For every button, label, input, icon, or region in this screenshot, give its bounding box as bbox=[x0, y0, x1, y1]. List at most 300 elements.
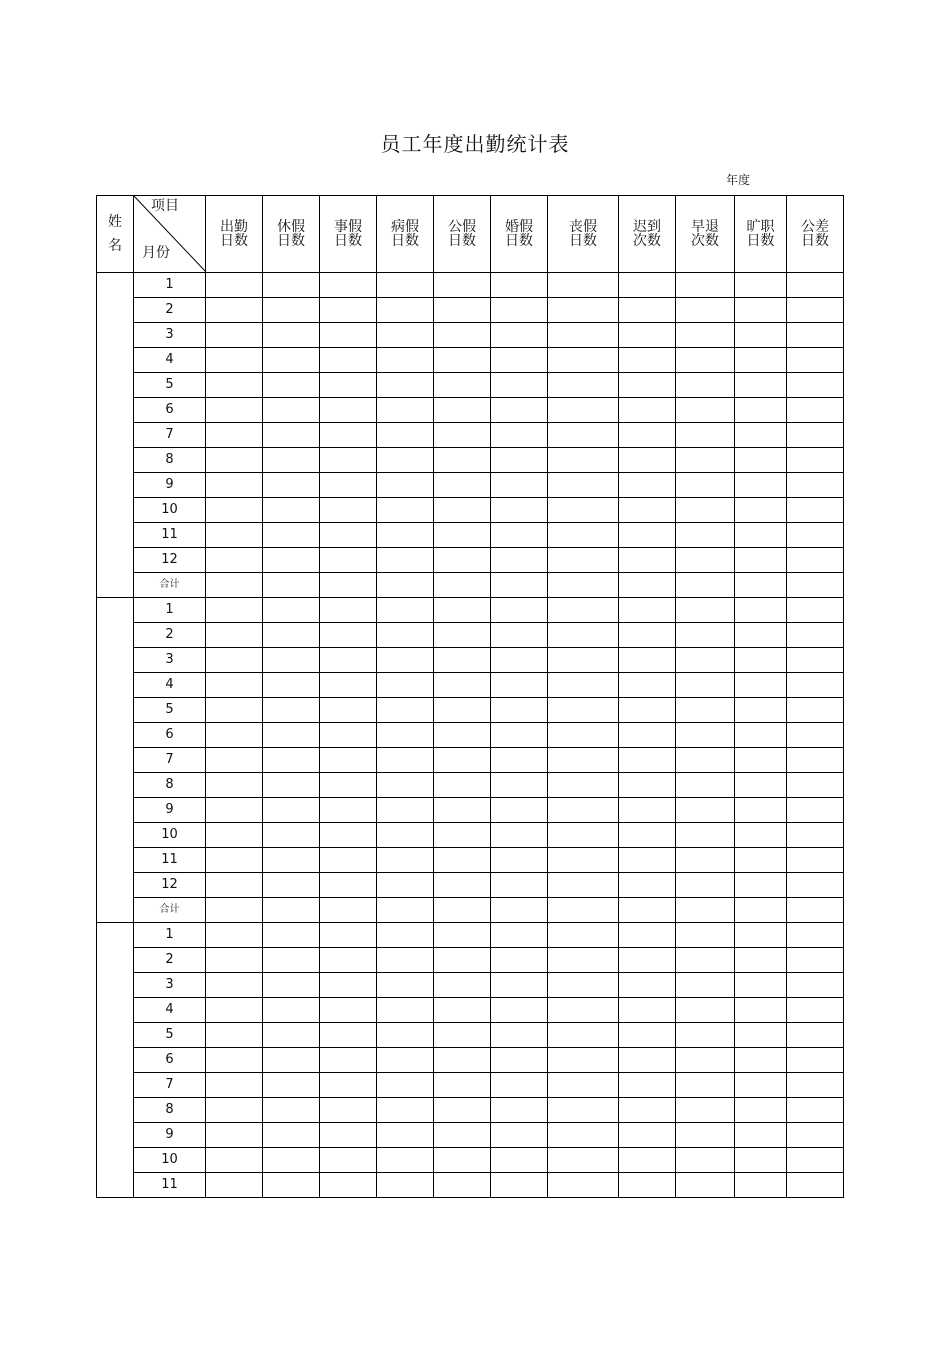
data-cell[interactable] bbox=[434, 348, 491, 373]
data-cell[interactable] bbox=[434, 848, 491, 873]
data-cell[interactable] bbox=[206, 973, 263, 998]
data-cell[interactable] bbox=[676, 798, 735, 823]
data-cell[interactable] bbox=[263, 773, 320, 798]
data-cell[interactable] bbox=[548, 1073, 619, 1098]
data-cell[interactable] bbox=[548, 848, 619, 873]
data-cell[interactable] bbox=[320, 1173, 377, 1198]
data-cell[interactable] bbox=[263, 1148, 320, 1173]
data-cell[interactable] bbox=[619, 1098, 676, 1123]
data-cell[interactable] bbox=[377, 1123, 434, 1148]
data-cell[interactable] bbox=[263, 423, 320, 448]
data-cell[interactable] bbox=[491, 573, 548, 598]
data-cell[interactable] bbox=[619, 673, 676, 698]
data-cell[interactable] bbox=[787, 573, 844, 598]
data-cell[interactable] bbox=[377, 1023, 434, 1048]
data-cell[interactable] bbox=[619, 1023, 676, 1048]
data-cell[interactable] bbox=[320, 623, 377, 648]
data-cell[interactable] bbox=[676, 1148, 735, 1173]
data-cell[interactable] bbox=[676, 948, 735, 973]
data-cell[interactable] bbox=[787, 823, 844, 848]
data-cell[interactable] bbox=[263, 823, 320, 848]
data-cell[interactable] bbox=[320, 698, 377, 723]
data-cell[interactable] bbox=[491, 773, 548, 798]
data-cell[interactable] bbox=[735, 423, 787, 448]
data-cell[interactable] bbox=[491, 548, 548, 573]
data-cell[interactable] bbox=[434, 998, 491, 1023]
data-cell[interactable] bbox=[735, 548, 787, 573]
data-cell[interactable] bbox=[263, 348, 320, 373]
data-cell[interactable] bbox=[676, 273, 735, 298]
data-cell[interactable] bbox=[619, 848, 676, 873]
data-cell[interactable] bbox=[320, 498, 377, 523]
data-cell[interactable] bbox=[434, 1148, 491, 1173]
data-cell[interactable] bbox=[676, 1073, 735, 1098]
data-cell[interactable] bbox=[377, 523, 434, 548]
data-cell[interactable] bbox=[619, 998, 676, 1023]
data-cell[interactable] bbox=[676, 673, 735, 698]
data-cell[interactable] bbox=[491, 348, 548, 373]
data-cell[interactable] bbox=[434, 748, 491, 773]
data-cell[interactable] bbox=[735, 273, 787, 298]
data-cell[interactable] bbox=[263, 673, 320, 698]
data-cell[interactable] bbox=[548, 998, 619, 1023]
data-cell[interactable] bbox=[263, 648, 320, 673]
data-cell[interactable] bbox=[491, 498, 548, 523]
data-cell[interactable] bbox=[263, 698, 320, 723]
data-cell[interactable] bbox=[619, 573, 676, 598]
data-cell[interactable] bbox=[320, 1098, 377, 1123]
data-cell[interactable] bbox=[735, 1148, 787, 1173]
data-cell[interactable] bbox=[434, 498, 491, 523]
data-cell[interactable] bbox=[619, 498, 676, 523]
data-cell[interactable] bbox=[206, 498, 263, 523]
data-cell[interactable] bbox=[735, 873, 787, 898]
data-cell[interactable] bbox=[320, 1048, 377, 1073]
data-cell[interactable] bbox=[787, 448, 844, 473]
data-cell[interactable] bbox=[548, 948, 619, 973]
data-cell[interactable] bbox=[263, 1173, 320, 1198]
data-cell[interactable] bbox=[548, 673, 619, 698]
data-cell[interactable] bbox=[676, 823, 735, 848]
data-cell[interactable] bbox=[619, 1123, 676, 1148]
data-cell[interactable] bbox=[619, 923, 676, 948]
data-cell[interactable] bbox=[263, 523, 320, 548]
data-cell[interactable] bbox=[548, 898, 619, 923]
data-cell[interactable] bbox=[377, 773, 434, 798]
data-cell[interactable] bbox=[548, 823, 619, 848]
data-cell[interactable] bbox=[263, 1023, 320, 1048]
data-cell[interactable] bbox=[491, 973, 548, 998]
data-cell[interactable] bbox=[206, 1023, 263, 1048]
data-cell[interactable] bbox=[206, 923, 263, 948]
data-cell[interactable] bbox=[619, 398, 676, 423]
data-cell[interactable] bbox=[619, 773, 676, 798]
data-cell[interactable] bbox=[263, 998, 320, 1023]
data-cell[interactable] bbox=[735, 498, 787, 523]
data-cell[interactable] bbox=[377, 698, 434, 723]
data-cell[interactable] bbox=[206, 798, 263, 823]
data-cell[interactable] bbox=[206, 1123, 263, 1148]
data-cell[interactable] bbox=[548, 748, 619, 773]
data-cell[interactable] bbox=[619, 348, 676, 373]
data-cell[interactable] bbox=[676, 898, 735, 923]
data-cell[interactable] bbox=[619, 323, 676, 348]
data-cell[interactable] bbox=[320, 848, 377, 873]
data-cell[interactable] bbox=[548, 348, 619, 373]
data-cell[interactable] bbox=[434, 673, 491, 698]
data-cell[interactable] bbox=[735, 1098, 787, 1123]
data-cell[interactable] bbox=[491, 473, 548, 498]
data-cell[interactable] bbox=[377, 573, 434, 598]
data-cell[interactable] bbox=[676, 748, 735, 773]
data-cell[interactable] bbox=[619, 648, 676, 673]
data-cell[interactable] bbox=[206, 1098, 263, 1123]
data-cell[interactable] bbox=[320, 873, 377, 898]
data-cell[interactable] bbox=[320, 798, 377, 823]
data-cell[interactable] bbox=[263, 1098, 320, 1123]
data-cell[interactable] bbox=[787, 1098, 844, 1123]
data-cell[interactable] bbox=[320, 673, 377, 698]
data-cell[interactable] bbox=[377, 673, 434, 698]
data-cell[interactable] bbox=[787, 648, 844, 673]
data-cell[interactable] bbox=[735, 523, 787, 548]
data-cell[interactable] bbox=[377, 598, 434, 623]
data-cell[interactable] bbox=[491, 873, 548, 898]
data-cell[interactable] bbox=[619, 798, 676, 823]
data-cell[interactable] bbox=[377, 1073, 434, 1098]
data-cell[interactable] bbox=[377, 648, 434, 673]
data-cell[interactable] bbox=[206, 398, 263, 423]
data-cell[interactable] bbox=[735, 973, 787, 998]
data-cell[interactable] bbox=[735, 848, 787, 873]
data-cell[interactable] bbox=[548, 648, 619, 673]
data-cell[interactable] bbox=[320, 273, 377, 298]
data-cell[interactable] bbox=[787, 873, 844, 898]
data-cell[interactable] bbox=[619, 473, 676, 498]
data-cell[interactable] bbox=[377, 1148, 434, 1173]
data-cell[interactable] bbox=[491, 798, 548, 823]
data-cell[interactable] bbox=[377, 823, 434, 848]
data-cell[interactable] bbox=[619, 873, 676, 898]
data-cell[interactable] bbox=[619, 1173, 676, 1198]
data-cell[interactable] bbox=[491, 598, 548, 623]
data-cell[interactable] bbox=[619, 1048, 676, 1073]
data-cell[interactable] bbox=[206, 1073, 263, 1098]
data-cell[interactable] bbox=[735, 773, 787, 798]
data-cell[interactable] bbox=[676, 873, 735, 898]
data-cell[interactable] bbox=[206, 698, 263, 723]
data-cell[interactable] bbox=[377, 923, 434, 948]
data-cell[interactable] bbox=[434, 598, 491, 623]
employee-name-cell[interactable] bbox=[97, 923, 134, 1198]
data-cell[interactable] bbox=[491, 823, 548, 848]
data-cell[interactable] bbox=[735, 923, 787, 948]
data-cell[interactable] bbox=[434, 473, 491, 498]
data-cell[interactable] bbox=[263, 398, 320, 423]
data-cell[interactable] bbox=[676, 998, 735, 1023]
data-cell[interactable] bbox=[491, 898, 548, 923]
data-cell[interactable] bbox=[676, 523, 735, 548]
data-cell[interactable] bbox=[491, 698, 548, 723]
data-cell[interactable] bbox=[735, 323, 787, 348]
data-cell[interactable] bbox=[263, 473, 320, 498]
data-cell[interactable] bbox=[787, 673, 844, 698]
data-cell[interactable] bbox=[377, 448, 434, 473]
data-cell[interactable] bbox=[434, 923, 491, 948]
data-cell[interactable] bbox=[377, 473, 434, 498]
data-cell[interactable] bbox=[735, 1073, 787, 1098]
data-cell[interactable] bbox=[434, 773, 491, 798]
data-cell[interactable] bbox=[787, 948, 844, 973]
data-cell[interactable] bbox=[787, 923, 844, 948]
data-cell[interactable] bbox=[787, 848, 844, 873]
data-cell[interactable] bbox=[787, 348, 844, 373]
data-cell[interactable] bbox=[320, 898, 377, 923]
data-cell[interactable] bbox=[377, 723, 434, 748]
data-cell[interactable] bbox=[676, 573, 735, 598]
data-cell[interactable] bbox=[434, 1123, 491, 1148]
data-cell[interactable] bbox=[206, 898, 263, 923]
data-cell[interactable] bbox=[263, 898, 320, 923]
data-cell[interactable] bbox=[619, 948, 676, 973]
data-cell[interactable] bbox=[787, 998, 844, 1023]
data-cell[interactable] bbox=[676, 723, 735, 748]
data-cell[interactable] bbox=[320, 1123, 377, 1148]
data-cell[interactable] bbox=[434, 548, 491, 573]
data-cell[interactable] bbox=[377, 273, 434, 298]
data-cell[interactable] bbox=[676, 773, 735, 798]
data-cell[interactable] bbox=[206, 773, 263, 798]
data-cell[interactable] bbox=[787, 1148, 844, 1173]
data-cell[interactable] bbox=[206, 823, 263, 848]
data-cell[interactable] bbox=[787, 798, 844, 823]
data-cell[interactable] bbox=[320, 1148, 377, 1173]
data-cell[interactable] bbox=[434, 723, 491, 748]
data-cell[interactable] bbox=[676, 373, 735, 398]
data-cell[interactable] bbox=[735, 823, 787, 848]
data-cell[interactable] bbox=[434, 523, 491, 548]
data-cell[interactable] bbox=[619, 273, 676, 298]
data-cell[interactable] bbox=[206, 873, 263, 898]
data-cell[interactable] bbox=[676, 648, 735, 673]
data-cell[interactable] bbox=[320, 298, 377, 323]
data-cell[interactable] bbox=[377, 898, 434, 923]
data-cell[interactable] bbox=[548, 923, 619, 948]
data-cell[interactable] bbox=[377, 423, 434, 448]
data-cell[interactable] bbox=[377, 748, 434, 773]
data-cell[interactable] bbox=[263, 923, 320, 948]
data-cell[interactable] bbox=[491, 273, 548, 298]
data-cell[interactable] bbox=[263, 448, 320, 473]
data-cell[interactable] bbox=[548, 273, 619, 298]
data-cell[interactable] bbox=[377, 848, 434, 873]
data-cell[interactable] bbox=[263, 1073, 320, 1098]
data-cell[interactable] bbox=[206, 548, 263, 573]
data-cell[interactable] bbox=[377, 548, 434, 573]
data-cell[interactable] bbox=[377, 948, 434, 973]
data-cell[interactable] bbox=[787, 973, 844, 998]
data-cell[interactable] bbox=[787, 1173, 844, 1198]
data-cell[interactable] bbox=[263, 973, 320, 998]
data-cell[interactable] bbox=[206, 598, 263, 623]
data-cell[interactable] bbox=[434, 1073, 491, 1098]
data-cell[interactable] bbox=[434, 623, 491, 648]
data-cell[interactable] bbox=[787, 1048, 844, 1073]
data-cell[interactable] bbox=[434, 423, 491, 448]
data-cell[interactable] bbox=[434, 573, 491, 598]
data-cell[interactable] bbox=[434, 273, 491, 298]
data-cell[interactable] bbox=[619, 823, 676, 848]
data-cell[interactable] bbox=[206, 373, 263, 398]
data-cell[interactable] bbox=[434, 798, 491, 823]
data-cell[interactable] bbox=[548, 773, 619, 798]
data-cell[interactable] bbox=[676, 848, 735, 873]
data-cell[interactable] bbox=[320, 998, 377, 1023]
data-cell[interactable] bbox=[206, 1148, 263, 1173]
data-cell[interactable] bbox=[434, 873, 491, 898]
data-cell[interactable] bbox=[735, 1023, 787, 1048]
data-cell[interactable] bbox=[320, 423, 377, 448]
data-cell[interactable] bbox=[676, 298, 735, 323]
data-cell[interactable] bbox=[263, 323, 320, 348]
data-cell[interactable] bbox=[206, 523, 263, 548]
data-cell[interactable] bbox=[206, 573, 263, 598]
data-cell[interactable] bbox=[548, 548, 619, 573]
data-cell[interactable] bbox=[263, 573, 320, 598]
data-cell[interactable] bbox=[787, 298, 844, 323]
data-cell[interactable] bbox=[320, 948, 377, 973]
data-cell[interactable] bbox=[206, 673, 263, 698]
data-cell[interactable] bbox=[619, 698, 676, 723]
data-cell[interactable] bbox=[548, 523, 619, 548]
data-cell[interactable] bbox=[491, 998, 548, 1023]
data-cell[interactable] bbox=[206, 323, 263, 348]
data-cell[interactable] bbox=[491, 848, 548, 873]
data-cell[interactable] bbox=[320, 598, 377, 623]
data-cell[interactable] bbox=[787, 423, 844, 448]
data-cell[interactable] bbox=[320, 473, 377, 498]
data-cell[interactable] bbox=[206, 648, 263, 673]
data-cell[interactable] bbox=[320, 648, 377, 673]
data-cell[interactable] bbox=[263, 623, 320, 648]
data-cell[interactable] bbox=[263, 798, 320, 823]
data-cell[interactable] bbox=[263, 273, 320, 298]
data-cell[interactable] bbox=[491, 1148, 548, 1173]
data-cell[interactable] bbox=[377, 623, 434, 648]
data-cell[interactable] bbox=[619, 973, 676, 998]
data-cell[interactable] bbox=[491, 1023, 548, 1048]
data-cell[interactable] bbox=[548, 1098, 619, 1123]
employee-name-cell[interactable] bbox=[97, 273, 134, 598]
data-cell[interactable] bbox=[434, 973, 491, 998]
data-cell[interactable] bbox=[377, 973, 434, 998]
data-cell[interactable] bbox=[735, 373, 787, 398]
data-cell[interactable] bbox=[320, 398, 377, 423]
data-cell[interactable] bbox=[676, 1123, 735, 1148]
data-cell[interactable] bbox=[548, 698, 619, 723]
data-cell[interactable] bbox=[434, 648, 491, 673]
data-cell[interactable] bbox=[377, 348, 434, 373]
data-cell[interactable] bbox=[263, 498, 320, 523]
data-cell[interactable] bbox=[735, 623, 787, 648]
data-cell[interactable] bbox=[434, 1173, 491, 1198]
data-cell[interactable] bbox=[206, 1048, 263, 1073]
data-cell[interactable] bbox=[320, 823, 377, 848]
data-cell[interactable] bbox=[735, 598, 787, 623]
data-cell[interactable] bbox=[263, 598, 320, 623]
data-cell[interactable] bbox=[320, 773, 377, 798]
data-cell[interactable] bbox=[320, 448, 377, 473]
data-cell[interactable] bbox=[735, 948, 787, 973]
data-cell[interactable] bbox=[735, 723, 787, 748]
data-cell[interactable] bbox=[491, 623, 548, 648]
data-cell[interactable] bbox=[320, 348, 377, 373]
data-cell[interactable] bbox=[206, 473, 263, 498]
data-cell[interactable] bbox=[735, 473, 787, 498]
data-cell[interactable] bbox=[619, 1073, 676, 1098]
data-cell[interactable] bbox=[676, 473, 735, 498]
data-cell[interactable] bbox=[434, 698, 491, 723]
data-cell[interactable] bbox=[735, 698, 787, 723]
data-cell[interactable] bbox=[434, 298, 491, 323]
data-cell[interactable] bbox=[548, 623, 619, 648]
data-cell[interactable] bbox=[377, 873, 434, 898]
data-cell[interactable] bbox=[491, 398, 548, 423]
data-cell[interactable] bbox=[491, 1098, 548, 1123]
data-cell[interactable] bbox=[491, 298, 548, 323]
data-cell[interactable] bbox=[263, 1123, 320, 1148]
data-cell[interactable] bbox=[619, 423, 676, 448]
data-cell[interactable] bbox=[206, 998, 263, 1023]
data-cell[interactable] bbox=[676, 348, 735, 373]
data-cell[interactable] bbox=[735, 648, 787, 673]
data-cell[interactable] bbox=[491, 1123, 548, 1148]
data-cell[interactable] bbox=[619, 1148, 676, 1173]
data-cell[interactable] bbox=[548, 798, 619, 823]
data-cell[interactable] bbox=[619, 373, 676, 398]
data-cell[interactable] bbox=[787, 273, 844, 298]
data-cell[interactable] bbox=[676, 1098, 735, 1123]
data-cell[interactable] bbox=[377, 498, 434, 523]
data-cell[interactable] bbox=[619, 898, 676, 923]
data-cell[interactable] bbox=[676, 623, 735, 648]
data-cell[interactable] bbox=[491, 648, 548, 673]
data-cell[interactable] bbox=[491, 923, 548, 948]
data-cell[interactable] bbox=[676, 498, 735, 523]
data-cell[interactable] bbox=[206, 848, 263, 873]
data-cell[interactable] bbox=[206, 623, 263, 648]
data-cell[interactable] bbox=[206, 448, 263, 473]
data-cell[interactable] bbox=[735, 1173, 787, 1198]
data-cell[interactable] bbox=[735, 898, 787, 923]
data-cell[interactable] bbox=[619, 598, 676, 623]
data-cell[interactable] bbox=[434, 898, 491, 923]
data-cell[interactable] bbox=[206, 273, 263, 298]
data-cell[interactable] bbox=[787, 1123, 844, 1148]
data-cell[interactable] bbox=[206, 298, 263, 323]
data-cell[interactable] bbox=[787, 523, 844, 548]
data-cell[interactable] bbox=[491, 948, 548, 973]
data-cell[interactable] bbox=[206, 348, 263, 373]
data-cell[interactable] bbox=[676, 448, 735, 473]
data-cell[interactable] bbox=[548, 1148, 619, 1173]
data-cell[interactable] bbox=[263, 948, 320, 973]
data-cell[interactable] bbox=[676, 323, 735, 348]
data-cell[interactable] bbox=[491, 723, 548, 748]
data-cell[interactable] bbox=[735, 398, 787, 423]
data-cell[interactable] bbox=[434, 1023, 491, 1048]
data-cell[interactable] bbox=[320, 323, 377, 348]
